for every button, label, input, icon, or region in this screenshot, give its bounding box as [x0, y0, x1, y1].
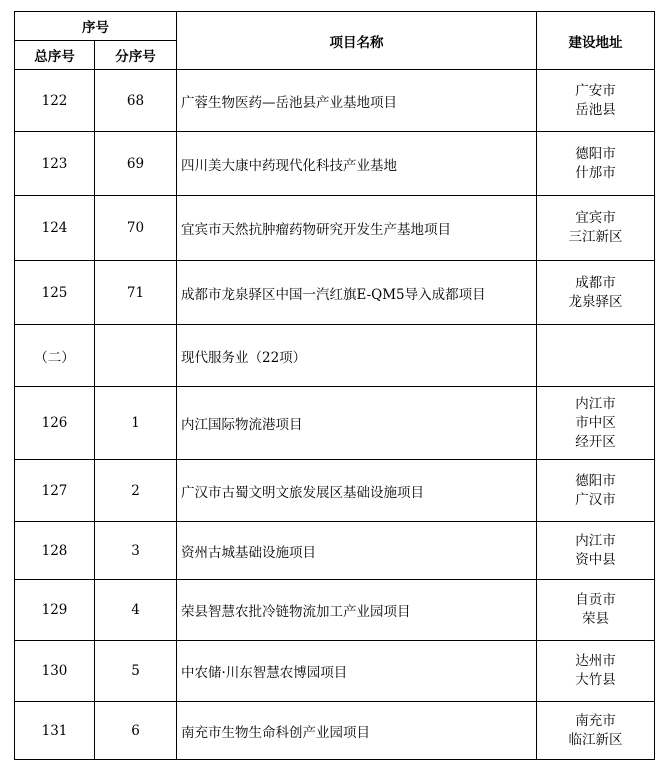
cell-location	[537, 702, 655, 760]
cell-project-name: 成都市龙泉驿区中国一汽红旗E-QM5导入成都项目	[177, 261, 537, 325]
cell-project-name: 宜宾市天然抗肿瘤药物研究开发生产基地项目	[177, 196, 537, 261]
location-line: 市中区	[575, 414, 616, 431]
cell-sub-seq: 3	[95, 522, 177, 580]
cell-sub-seq: 70	[95, 196, 177, 261]
cell-total-seq: （二）	[15, 325, 95, 387]
cell-location	[537, 387, 655, 460]
cell-total-seq: 131	[15, 702, 95, 760]
cell-sub-seq: 5	[95, 641, 177, 702]
location-line: 临江新区	[568, 731, 623, 748]
cell-location	[537, 641, 655, 702]
cell-sub-seq: 69	[95, 132, 177, 196]
cell-sub-seq: 68	[95, 70, 177, 132]
table-row	[15, 387, 655, 460]
cell-project-name: 内江国际物流港项目	[177, 387, 537, 460]
table-row	[15, 196, 655, 261]
cell-sub-seq	[95, 325, 177, 387]
location-line: 德阳市	[575, 472, 616, 489]
cell-total-seq: 123	[15, 132, 95, 196]
header-location: 建设地址	[537, 12, 655, 70]
table-row	[15, 460, 655, 522]
table-row	[15, 70, 655, 132]
cell-project-name: 资州古城基础设施项目	[177, 522, 537, 580]
cell-sub-seq: 71	[95, 261, 177, 325]
location-line: 大竹县	[575, 672, 616, 688]
table-row	[15, 522, 655, 580]
cell-total-seq: 125	[15, 261, 95, 325]
cell-total-seq: 127	[15, 460, 95, 522]
location-line: 自贡市	[575, 592, 616, 608]
cell-location	[537, 460, 655, 522]
cell-sub-seq: 1	[95, 387, 177, 460]
cell-location	[537, 580, 655, 641]
cell-total-seq: 130	[15, 641, 95, 702]
table-row	[15, 641, 655, 702]
table-row	[15, 261, 655, 325]
location-line: 成都市	[575, 274, 616, 291]
location-line: 资中县	[575, 551, 616, 568]
cell-location	[537, 261, 655, 325]
cell-total-seq: 126	[15, 387, 95, 460]
location-line: 宜宾市	[575, 210, 616, 226]
cell-project-name: 现代服务业（22项）	[177, 325, 537, 387]
location-line: 龙泉驿区	[568, 293, 623, 310]
header-row-top	[15, 12, 655, 41]
header-total-seq: 总序号	[15, 41, 95, 70]
table-row	[15, 325, 655, 387]
table-row	[15, 702, 655, 760]
location-line: 岳池县	[575, 101, 616, 118]
location-line: 南充市	[575, 712, 616, 729]
location-line: 荣县	[582, 611, 609, 627]
location-line: 内江市	[575, 532, 616, 549]
cell-location	[537, 196, 655, 261]
header-sub-seq: 分序号	[95, 41, 177, 70]
header-project-name: 项目名称	[177, 12, 537, 70]
cell-location	[537, 132, 655, 196]
cell-total-seq: 122	[15, 70, 95, 132]
cell-location	[537, 325, 655, 387]
location-line: 三江新区	[568, 229, 623, 245]
location-line: 什邡市	[575, 164, 616, 181]
cell-total-seq: 128	[15, 522, 95, 580]
cell-sub-seq: 6	[95, 702, 177, 760]
location-line: 广汉市	[575, 491, 616, 508]
cell-project-name: 南充市生物生命科创产业园项目	[177, 702, 537, 760]
cell-sub-seq: 4	[95, 580, 177, 641]
table-row	[15, 132, 655, 196]
location-line: 经开区	[575, 433, 616, 450]
cell-project-name: 中农储·川东智慧农博园项目	[177, 641, 537, 702]
cell-project-name: 四川美大康中药现代化科技产业基地	[177, 132, 537, 196]
header-seq: 序号	[15, 12, 177, 41]
table-body	[15, 70, 655, 760]
cell-project-name: 荣县智慧农批冷链物流加工产业园项目	[177, 580, 537, 641]
cell-location	[537, 522, 655, 580]
cell-location	[537, 70, 655, 132]
location-line: 达州市	[575, 653, 616, 669]
cell-project-name: 广蓉生物医药—岳池县产业基地项目	[177, 70, 537, 132]
cell-sub-seq: 2	[95, 460, 177, 522]
cell-project-name: 广汉市古蜀文明文旅发展区基础设施项目	[177, 460, 537, 522]
cell-total-seq: 124	[15, 196, 95, 261]
cell-total-seq: 129	[15, 580, 95, 641]
location-line: 广安市	[575, 82, 616, 99]
location-line: 内江市	[575, 395, 616, 412]
project-table	[14, 11, 655, 760]
location-line: 德阳市	[575, 145, 616, 162]
table-row	[15, 580, 655, 641]
